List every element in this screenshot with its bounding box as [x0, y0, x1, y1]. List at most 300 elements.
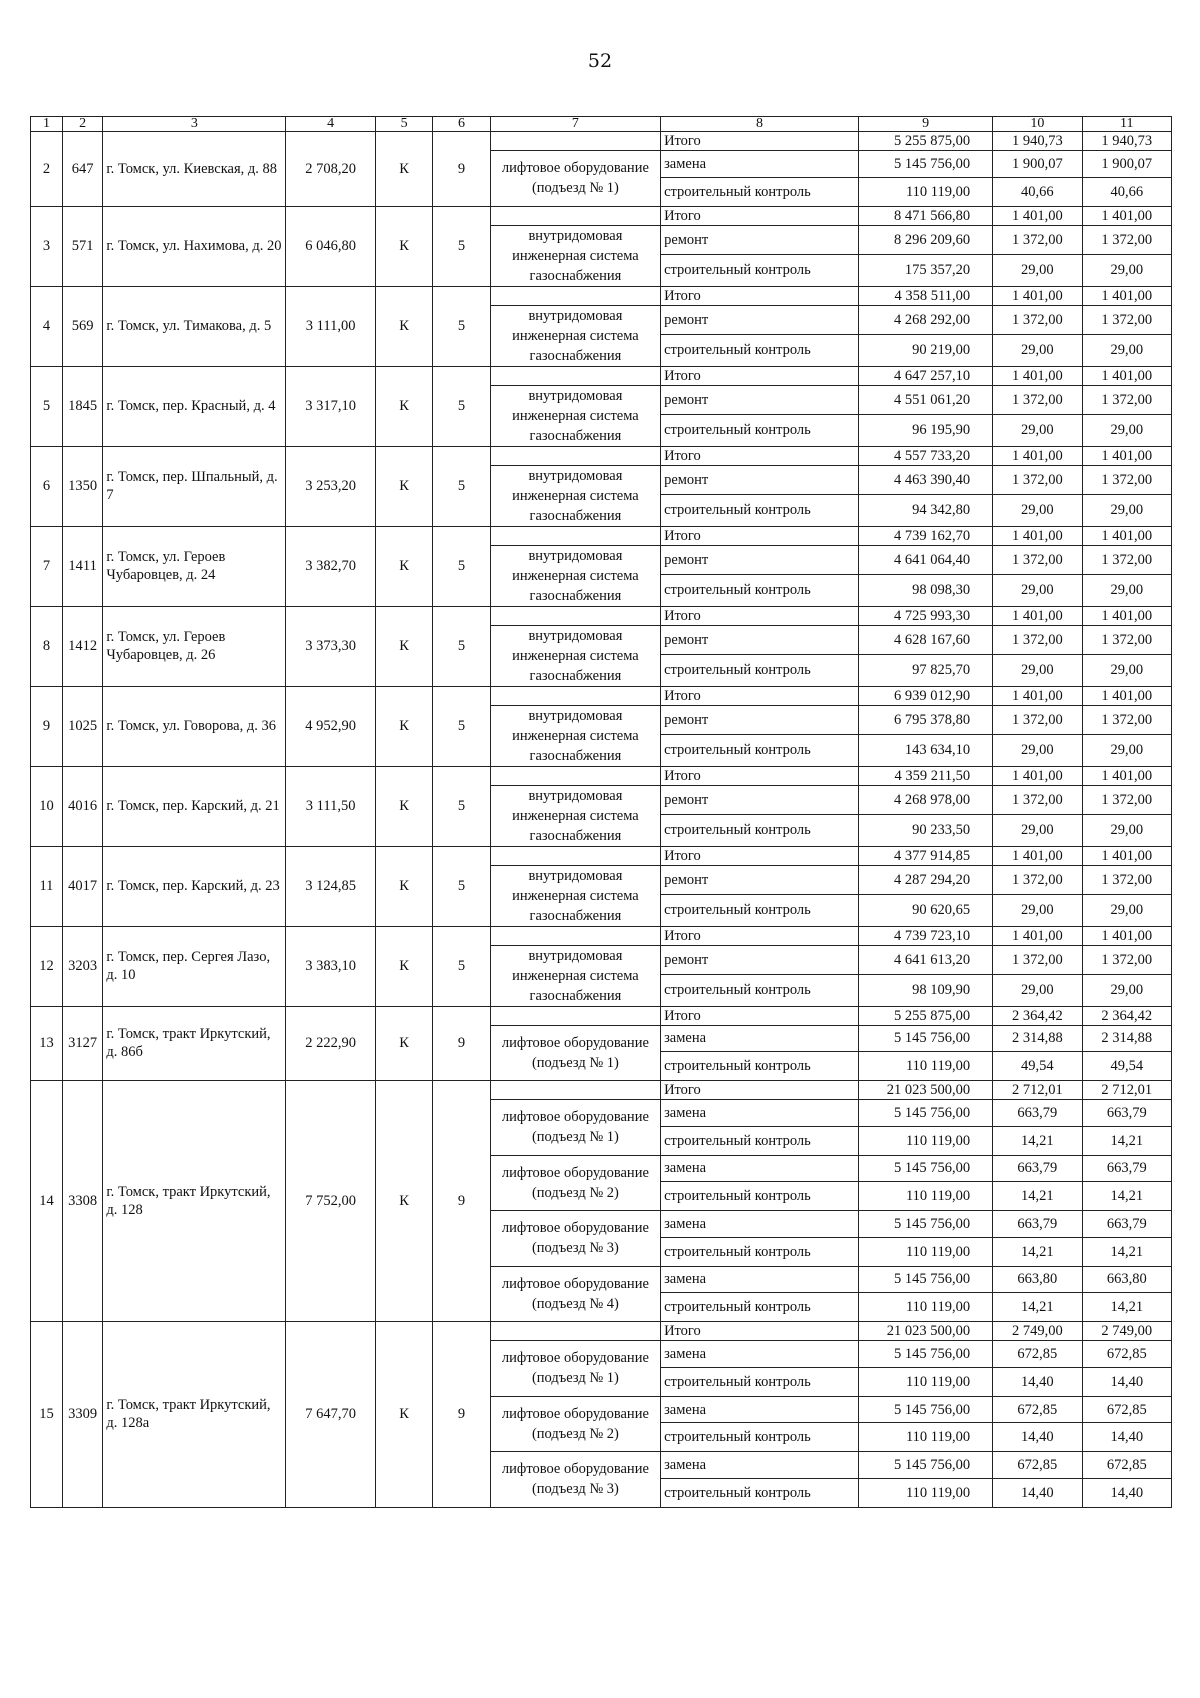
total-label: Итого	[661, 366, 859, 385]
cost-limit: 1 372,00	[1082, 865, 1171, 894]
work-cost: 110 119,00	[859, 1423, 993, 1452]
total-per-m2: 1 401,00	[993, 286, 1082, 305]
building-code: 1350	[62, 446, 102, 526]
cost-limit: 14,21	[1082, 1293, 1171, 1322]
building-area: 3 382,70	[286, 526, 375, 606]
capital-repair-table	[30, 116, 1172, 1508]
cost-limit: 672,85	[1082, 1452, 1171, 1479]
cost-limit: 1 372,00	[1082, 465, 1171, 494]
engineering-system: внутридомовая инженерная система газоснабжения	[490, 465, 660, 526]
column-header: 10	[993, 117, 1082, 132]
system-blank	[490, 926, 660, 945]
total-cost: 21 023 500,00	[859, 1322, 993, 1341]
cost-limit: 1 372,00	[1082, 785, 1171, 814]
work-cost: 5 145 756,00	[859, 1155, 993, 1182]
cost-limit: 29,00	[1082, 574, 1171, 606]
table-row	[31, 366, 1172, 385]
total-limit: 1 401,00	[1082, 926, 1171, 945]
cost-per-m2: 14,40	[993, 1478, 1082, 1507]
cost-per-m2: 1 372,00	[993, 625, 1082, 654]
building-address: г. Томск, пер. Карский, д. 21	[103, 766, 286, 846]
work-type: строительный контроль	[661, 574, 859, 606]
building-floors: 5	[433, 766, 490, 846]
cost-limit: 2 314,88	[1082, 1025, 1171, 1052]
column-header: 4	[286, 117, 375, 132]
cost-limit: 672,85	[1082, 1341, 1171, 1368]
cost-per-m2: 29,00	[993, 974, 1082, 1006]
total-per-m2: 1 401,00	[993, 446, 1082, 465]
total-per-m2: 2 749,00	[993, 1322, 1082, 1341]
cost-per-m2: 29,00	[993, 254, 1082, 286]
work-cost: 98 098,30	[859, 574, 993, 606]
total-label: Итого	[661, 526, 859, 545]
row-number: 11	[31, 846, 63, 926]
cost-per-m2: 14,21	[993, 1293, 1082, 1322]
work-cost: 90 233,50	[859, 814, 993, 846]
building-area: 3 317,10	[286, 366, 375, 446]
work-cost: 110 119,00	[859, 1182, 993, 1211]
work-cost: 110 119,00	[859, 1126, 993, 1155]
work-cost: 4 463 390,40	[859, 465, 993, 494]
work-type: строительный контроль	[661, 1293, 859, 1322]
cost-limit: 663,79	[1082, 1100, 1171, 1127]
building-code: 3308	[62, 1081, 102, 1322]
building-area: 2 222,90	[286, 1006, 375, 1081]
total-per-m2: 2 364,42	[993, 1006, 1082, 1025]
work-type: строительный контроль	[661, 894, 859, 926]
cost-limit: 663,80	[1082, 1266, 1171, 1293]
table-row	[31, 526, 1172, 545]
cost-per-m2: 663,79	[993, 1155, 1082, 1182]
work-type: строительный контроль	[661, 1237, 859, 1266]
work-cost: 4 641 613,20	[859, 945, 993, 974]
cost-per-m2: 14,21	[993, 1182, 1082, 1211]
cost-per-m2: 1 372,00	[993, 945, 1082, 974]
table-row	[31, 606, 1172, 625]
table-row	[31, 1006, 1172, 1025]
column-header: 9	[859, 117, 993, 132]
cost-per-m2: 663,80	[993, 1266, 1082, 1293]
row-number: 2	[31, 132, 63, 207]
engineering-system: внутридомовая инженерная система газоснабжения	[490, 305, 660, 366]
building-floors: 5	[433, 926, 490, 1006]
work-cost: 5 145 756,00	[859, 1211, 993, 1238]
column-header: 1	[31, 117, 63, 132]
work-cost: 90 620,65	[859, 894, 993, 926]
total-label: Итого	[661, 206, 859, 225]
building-address: г. Томск, ул. Героев Чубаровцев, д. 24	[103, 526, 286, 606]
row-number: 15	[31, 1322, 63, 1508]
cost-per-m2: 2 314,88	[993, 1025, 1082, 1052]
building-type: К	[375, 926, 432, 1006]
work-cost: 90 219,00	[859, 334, 993, 366]
cost-per-m2: 29,00	[993, 494, 1082, 526]
column-header: 6	[433, 117, 490, 132]
total-cost: 4 725 993,30	[859, 606, 993, 625]
cost-limit: 14,40	[1082, 1423, 1171, 1452]
building-code: 3203	[62, 926, 102, 1006]
building-code: 3309	[62, 1322, 102, 1508]
work-type: строительный контроль	[661, 414, 859, 446]
building-code: 647	[62, 132, 102, 207]
building-floors: 9	[433, 1322, 490, 1508]
building-type: К	[375, 446, 432, 526]
work-cost: 175 357,20	[859, 254, 993, 286]
work-type: замена	[661, 1155, 859, 1182]
building-type: К	[375, 526, 432, 606]
cost-limit: 663,79	[1082, 1211, 1171, 1238]
building-address: г. Томск, пер. Красный, д. 4	[103, 366, 286, 446]
cost-limit: 49,54	[1082, 1052, 1171, 1081]
total-per-m2: 1 401,00	[993, 766, 1082, 785]
total-per-m2: 2 712,01	[993, 1081, 1082, 1100]
building-address: г. Томск, тракт Иркутский, д. 86б	[103, 1006, 286, 1081]
total-cost: 5 255 875,00	[859, 1006, 993, 1025]
work-type: ремонт	[661, 385, 859, 414]
system-blank	[490, 286, 660, 305]
total-limit: 1 401,00	[1082, 446, 1171, 465]
work-type: строительный контроль	[661, 814, 859, 846]
work-cost: 4 641 064,40	[859, 545, 993, 574]
total-limit: 2 712,01	[1082, 1081, 1171, 1100]
cost-limit: 1 372,00	[1082, 545, 1171, 574]
work-cost: 5 145 756,00	[859, 1100, 993, 1127]
work-type: строительный контроль	[661, 177, 859, 206]
total-cost: 4 377 914,85	[859, 846, 993, 865]
building-floors: 5	[433, 686, 490, 766]
engineering-system: лифтовое оборудование (подъезд № 2)	[490, 1155, 660, 1211]
cost-limit: 29,00	[1082, 734, 1171, 766]
work-type: ремонт	[661, 225, 859, 254]
cost-limit: 1 372,00	[1082, 225, 1171, 254]
building-address: г. Томск, пер. Сергея Лазо, д. 10	[103, 926, 286, 1006]
total-limit: 1 401,00	[1082, 766, 1171, 785]
work-cost: 8 296 209,60	[859, 225, 993, 254]
cost-per-m2: 29,00	[993, 414, 1082, 446]
total-limit: 1 401,00	[1082, 686, 1171, 705]
cost-per-m2: 1 372,00	[993, 225, 1082, 254]
system-blank	[490, 526, 660, 545]
total-per-m2: 1 401,00	[993, 926, 1082, 945]
work-cost: 143 634,10	[859, 734, 993, 766]
cost-limit: 29,00	[1082, 494, 1171, 526]
total-limit: 1 401,00	[1082, 526, 1171, 545]
page-number: 52	[587, 50, 613, 72]
cost-limit: 1 372,00	[1082, 625, 1171, 654]
work-type: замена	[661, 151, 859, 178]
building-floors: 5	[433, 206, 490, 286]
building-area: 3 253,20	[286, 446, 375, 526]
work-cost: 4 268 978,00	[859, 785, 993, 814]
building-floors: 5	[433, 526, 490, 606]
engineering-system: внутридомовая инженерная система газоснабжения	[490, 785, 660, 846]
cost-per-m2: 663,79	[993, 1100, 1082, 1127]
building-code: 4016	[62, 766, 102, 846]
system-blank	[490, 606, 660, 625]
building-address: г. Томск, тракт Иркутский, д. 128	[103, 1081, 286, 1322]
engineering-system: лифтовое оборудование (подъезд № 2)	[490, 1396, 660, 1452]
system-blank	[490, 846, 660, 865]
system-blank	[490, 366, 660, 385]
work-type: строительный контроль	[661, 1126, 859, 1155]
row-number: 9	[31, 686, 63, 766]
building-area: 3 383,10	[286, 926, 375, 1006]
cost-per-m2: 1 372,00	[993, 385, 1082, 414]
building-type: К	[375, 286, 432, 366]
total-cost: 4 739 162,70	[859, 526, 993, 545]
building-area: 3 111,50	[286, 766, 375, 846]
engineering-system: лифтовое оборудование (подъезд № 1)	[490, 1025, 660, 1081]
building-floors: 5	[433, 286, 490, 366]
building-area: 7 752,00	[286, 1081, 375, 1322]
engineering-system: внутридомовая инженерная система газоснабжения	[490, 705, 660, 766]
cost-limit: 663,79	[1082, 1155, 1171, 1182]
system-blank	[490, 766, 660, 785]
building-code: 1025	[62, 686, 102, 766]
work-type: строительный контроль	[661, 494, 859, 526]
cost-per-m2: 29,00	[993, 814, 1082, 846]
cost-per-m2: 1 372,00	[993, 705, 1082, 734]
total-label: Итого	[661, 686, 859, 705]
work-type: строительный контроль	[661, 334, 859, 366]
cost-limit: 14,21	[1082, 1237, 1171, 1266]
building-address: г. Томск, ул. Тимакова, д. 5	[103, 286, 286, 366]
work-type: строительный контроль	[661, 734, 859, 766]
row-number: 4	[31, 286, 63, 366]
work-cost: 110 119,00	[859, 1293, 993, 1322]
work-cost: 4 628 167,60	[859, 625, 993, 654]
building-address: г. Томск, ул. Героев Чубаровцев, д. 26	[103, 606, 286, 686]
cost-per-m2: 1 372,00	[993, 465, 1082, 494]
work-cost: 110 119,00	[859, 1237, 993, 1266]
total-label: Итого	[661, 286, 859, 305]
building-type: К	[375, 1081, 432, 1322]
engineering-system: внутридомовая инженерная система газоснабжения	[490, 865, 660, 926]
total-limit: 1 401,00	[1082, 606, 1171, 625]
total-label: Итого	[661, 846, 859, 865]
table-row	[31, 1081, 1172, 1100]
cost-per-m2: 672,85	[993, 1341, 1082, 1368]
cost-limit: 14,21	[1082, 1126, 1171, 1155]
work-type: замена	[661, 1211, 859, 1238]
system-blank	[490, 1322, 660, 1341]
cost-per-m2: 663,79	[993, 1211, 1082, 1238]
table-row	[31, 926, 1172, 945]
cost-per-m2: 14,40	[993, 1367, 1082, 1396]
total-label: Итого	[661, 1006, 859, 1025]
system-blank	[490, 686, 660, 705]
system-blank	[490, 446, 660, 465]
cost-limit: 29,00	[1082, 654, 1171, 686]
work-cost: 5 145 756,00	[859, 151, 993, 178]
row-number: 13	[31, 1006, 63, 1081]
cost-per-m2: 1 900,07	[993, 151, 1082, 178]
cost-limit: 14,40	[1082, 1367, 1171, 1396]
table-row	[31, 766, 1172, 785]
column-header: 8	[661, 117, 859, 132]
building-code: 3127	[62, 1006, 102, 1081]
total-limit: 2 749,00	[1082, 1322, 1171, 1341]
work-type: строительный контроль	[661, 1367, 859, 1396]
total-cost: 4 739 723,10	[859, 926, 993, 945]
total-per-m2: 1 940,73	[993, 132, 1082, 151]
engineering-system: лифтовое оборудование (подъезд № 3)	[490, 1452, 660, 1508]
building-floors: 5	[433, 846, 490, 926]
building-code: 569	[62, 286, 102, 366]
cost-limit: 29,00	[1082, 334, 1171, 366]
total-limit: 1 401,00	[1082, 366, 1171, 385]
work-type: ремонт	[661, 945, 859, 974]
work-type: ремонт	[661, 785, 859, 814]
building-floors: 9	[433, 1006, 490, 1081]
total-per-m2: 1 401,00	[993, 526, 1082, 545]
work-type: строительный контроль	[661, 1182, 859, 1211]
work-cost: 4 268 292,00	[859, 305, 993, 334]
building-floors: 5	[433, 606, 490, 686]
cost-per-m2: 672,85	[993, 1452, 1082, 1479]
work-type: замена	[661, 1396, 859, 1423]
cost-limit: 14,40	[1082, 1478, 1171, 1507]
building-floors: 5	[433, 446, 490, 526]
cost-limit: 1 372,00	[1082, 385, 1171, 414]
cost-limit: 29,00	[1082, 254, 1171, 286]
table-row	[31, 286, 1172, 305]
work-cost: 110 119,00	[859, 1478, 993, 1507]
cost-limit: 14,21	[1082, 1182, 1171, 1211]
cost-per-m2: 29,00	[993, 734, 1082, 766]
cost-per-m2: 14,21	[993, 1237, 1082, 1266]
work-type: ремонт	[661, 305, 859, 334]
building-type: К	[375, 846, 432, 926]
building-address: г. Томск, пер. Шпальный, д. 7	[103, 446, 286, 526]
work-cost: 6 795 378,80	[859, 705, 993, 734]
cost-limit: 29,00	[1082, 974, 1171, 1006]
total-limit: 2 364,42	[1082, 1006, 1171, 1025]
header-row	[31, 117, 1172, 132]
table-row	[31, 686, 1172, 705]
work-type: строительный контроль	[661, 974, 859, 1006]
work-cost: 4 551 061,20	[859, 385, 993, 414]
building-code: 4017	[62, 846, 102, 926]
cost-limit: 1 900,07	[1082, 151, 1171, 178]
building-area: 3 111,00	[286, 286, 375, 366]
cost-per-m2: 49,54	[993, 1052, 1082, 1081]
total-label: Итого	[661, 1081, 859, 1100]
work-cost: 98 109,90	[859, 974, 993, 1006]
total-label: Итого	[661, 926, 859, 945]
table-row	[31, 446, 1172, 465]
system-blank	[490, 132, 660, 151]
row-number: 6	[31, 446, 63, 526]
cost-per-m2: 29,00	[993, 654, 1082, 686]
work-type: замена	[661, 1266, 859, 1293]
work-type: ремонт	[661, 625, 859, 654]
total-label: Итого	[661, 1322, 859, 1341]
work-type: замена	[661, 1100, 859, 1127]
building-floors: 9	[433, 132, 490, 207]
total-label: Итого	[661, 446, 859, 465]
total-cost: 8 471 566,80	[859, 206, 993, 225]
work-cost: 110 119,00	[859, 177, 993, 206]
cost-limit: 29,00	[1082, 414, 1171, 446]
building-floors: 5	[433, 366, 490, 446]
total-cost: 4 359 211,50	[859, 766, 993, 785]
work-cost: 97 825,70	[859, 654, 993, 686]
total-label: Итого	[661, 606, 859, 625]
total-limit: 1 401,00	[1082, 846, 1171, 865]
cost-per-m2: 1 372,00	[993, 785, 1082, 814]
column-header: 5	[375, 117, 432, 132]
work-type: строительный контроль	[661, 1478, 859, 1507]
building-code: 1411	[62, 526, 102, 606]
total-cost: 4 358 511,00	[859, 286, 993, 305]
work-cost: 5 145 756,00	[859, 1266, 993, 1293]
building-area: 2 708,20	[286, 132, 375, 207]
cost-limit: 672,85	[1082, 1396, 1171, 1423]
cost-per-m2: 40,66	[993, 177, 1082, 206]
work-type: строительный контроль	[661, 654, 859, 686]
total-limit: 1 401,00	[1082, 286, 1171, 305]
table-row	[31, 206, 1172, 225]
cost-per-m2: 672,85	[993, 1396, 1082, 1423]
cost-per-m2: 29,00	[993, 334, 1082, 366]
work-type: ремонт	[661, 705, 859, 734]
work-cost: 94 342,80	[859, 494, 993, 526]
building-address: г. Томск, ул. Нахимова, д. 20	[103, 206, 286, 286]
building-type: К	[375, 132, 432, 207]
building-area: 6 046,80	[286, 206, 375, 286]
row-number: 10	[31, 766, 63, 846]
building-address: г. Томск, пер. Карский, д. 23	[103, 846, 286, 926]
row-number: 12	[31, 926, 63, 1006]
cost-per-m2: 1 372,00	[993, 545, 1082, 574]
building-type: К	[375, 1322, 432, 1508]
cost-limit: 29,00	[1082, 894, 1171, 926]
building-area: 4 952,90	[286, 686, 375, 766]
work-cost: 4 287 294,20	[859, 865, 993, 894]
engineering-system: лифтовое оборудование (подъезд № 1)	[490, 1100, 660, 1156]
cost-limit: 1 372,00	[1082, 945, 1171, 974]
cost-limit: 1 372,00	[1082, 305, 1171, 334]
total-cost: 21 023 500,00	[859, 1081, 993, 1100]
engineering-system: внутридомовая инженерная система газоснабжения	[490, 545, 660, 606]
column-header: 11	[1082, 117, 1171, 132]
row-number: 5	[31, 366, 63, 446]
engineering-system: лифтовое оборудование (подъезд № 1)	[490, 1341, 660, 1397]
total-cost: 6 939 012,90	[859, 686, 993, 705]
building-type: К	[375, 366, 432, 446]
cost-limit: 29,00	[1082, 814, 1171, 846]
engineering-system: внутридомовая инженерная система газоснабжения	[490, 225, 660, 286]
building-code: 1845	[62, 366, 102, 446]
table-row	[31, 132, 1172, 151]
building-area: 7 647,70	[286, 1322, 375, 1508]
work-cost: 5 145 756,00	[859, 1025, 993, 1052]
total-per-m2: 1 401,00	[993, 846, 1082, 865]
cost-per-m2: 29,00	[993, 574, 1082, 606]
engineering-system: внутридомовая инженерная система газоснабжения	[490, 385, 660, 446]
building-code: 1412	[62, 606, 102, 686]
cost-limit: 40,66	[1082, 177, 1171, 206]
work-type: строительный контроль	[661, 1423, 859, 1452]
table-row	[31, 1322, 1172, 1341]
work-type: строительный контроль	[661, 254, 859, 286]
cost-per-m2: 1 372,00	[993, 305, 1082, 334]
building-floors: 9	[433, 1081, 490, 1322]
engineering-system: лифтовое оборудование (подъезд № 3)	[490, 1211, 660, 1267]
cost-per-m2: 29,00	[993, 894, 1082, 926]
building-address: г. Томск, ул. Киевская, д. 88	[103, 132, 286, 207]
